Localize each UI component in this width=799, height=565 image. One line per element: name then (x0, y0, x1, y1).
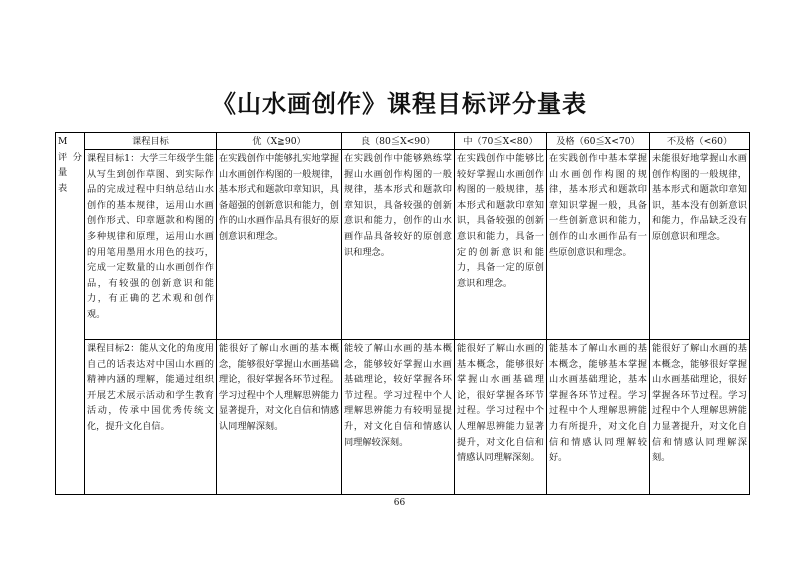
rubric-table (55, 132, 750, 495)
header-cell: 及格（60≦X<70） (547, 133, 650, 150)
table-cell: 未能很好地掌握山水画创作构图的一般规律，基本形式和题款印章知识，基本没有创新意识和能力，作品缺乏没有原创意识和理念。 (650, 150, 750, 340)
header-cell: 良（80≦X<90） (342, 133, 455, 150)
table-cell: 能很好了解山水画的基本概念，能够很好掌握山水画基础理论，很好掌握各环节过程。学习过程中个人理解思辨能力显著提升，对文化自信和情感认同理解深刻。 (455, 340, 547, 495)
page-title: 《山水画创作》课程目标评分量表 (212, 89, 587, 118)
table-cell: 能较了解山水画的基本概念，能够较好掌握山水画基础理论，较好掌握各环节过程。学习过程中个人理解思辨能力有较明显提升，对文化自信和情感认同理解较深刻。 (342, 340, 455, 495)
page-number: 66 (393, 498, 406, 508)
header-cell: 中（70≦X<80） (455, 133, 547, 150)
table-cell: 课程目标2：能从文化的角度用自己的话表达对中国山水画的精神内涵的理解，能通过组织开展艺术展示活动和学生教育活动，传承中国优秀传统文化，提升文化自信。 (85, 340, 217, 495)
table-cell: 在实践创作中基本掌握山水画创作构图的规律，基本形式和题款印章知识掌握一般，具备一些创新意识和能力，创作的山水画作品有一些原创意识和理念。 (547, 150, 650, 340)
table-cell: 在实践创作中能够熟练掌握山水画创作构图的一般规律，基本形式和题款印章知识，具备较强的创新意识和能力，创作的山水画作品具备较好的原创意识和理念。 (342, 150, 455, 340)
table-cell: 在实践创作中能够扎实地掌握山水画创作构图的一般规律，基本形式和题款印章知识，具备超强的创新意识和能力，创作的山水画作品具有很好的原创意识和理念。 (217, 150, 342, 340)
table-row (56, 340, 750, 495)
table-cell: 课程目标1：大学三年级学生能从写生到创作草图、到实际作品的完成过程中归纳总结山水创作的基本规律，运用山水画创作形式、印章题款和构图的多种规律和原理，运用山水画的用笔用墨用水用色的技巧，完成一定数量的山水画创作作品，有较强的创新意识和能力，有正确的艺术观和创作观。 (85, 150, 217, 340)
side-label: M 评分量 表 (56, 133, 85, 495)
table-cell: 能很好了解山水画的基本概念，能够很好掌握山水画基础理论，很好掌握各环节过程。学习过程中个人理解思辨能力显著提升，对文化自信和情感认同理解深刻。 (217, 340, 342, 495)
table-header-row (56, 133, 750, 150)
table-row (56, 150, 750, 340)
header-cell: 不及格（<60） (650, 133, 750, 150)
header-cell: 优（X≧90） (217, 133, 342, 150)
header-cell: 课程目标 (85, 133, 217, 150)
table-cell: 能基本了解山水画的基本概念，能够基本掌握山水画基础理论，基本掌握各环节过程。学习过程中个人理解思辨能力有所提升，对文化自信和情感认同理解较好。 (547, 340, 650, 495)
table-cell: 能很好了解山水画的基本概念，能够很好掌握山水画基础理论，很好掌握各环节过程。学习过程中个人理解思辨能力显著提升，对文化自信和情感认同理解深刻。 (650, 340, 750, 495)
table-cell: 在实践创作中能够比较好掌握山水画创作构图的一般规律，基本形式和题款印章知识，具备较强的创新意识和能力，具备一定的创新意识和能力，具备一定的原创意识和理念。 (455, 150, 547, 340)
